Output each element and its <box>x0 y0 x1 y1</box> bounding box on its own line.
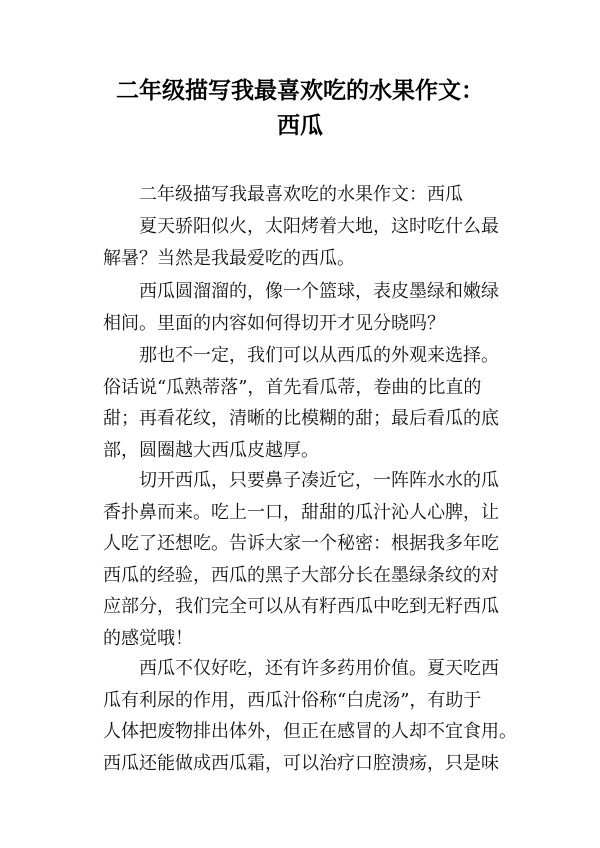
paragraph-1 <box>103 211 503 274</box>
paragraph-line: 夏天骄阳似火，太阳烤着大地，这时吃什么最 <box>139 216 499 237</box>
paragraph-line: 瓜有利尿的作用，西瓜汁俗称“白虎汤”，有助于 <box>103 689 482 711</box>
document-title-line-1: 二年级描写我最喜欢吃的水果作文： <box>116 78 484 104</box>
paragraph-line: 西瓜还能做成西瓜霜，可以治疗口腔溃疡，只是味 <box>103 752 499 774</box>
paragraph-line: 的感觉哦！ <box>103 627 193 649</box>
paragraph-3 <box>103 340 503 466</box>
paragraph-line: 那也不一定，我们可以从西瓜的外观来选择。 <box>139 345 499 366</box>
paragraph-5 <box>103 653 517 779</box>
paragraph-line: 俗话说“瓜熟蒂落”，首先看瓜蒂，卷曲的比直的 <box>103 376 482 398</box>
paragraph-line: 西瓜不仅好吃，还有许多药用价值。夏天吃西 <box>139 658 499 679</box>
document-title-line-2: 西瓜 <box>277 113 323 139</box>
paragraph-line: 部，圆圈越大西瓜皮越厚。 <box>103 439 319 461</box>
paragraph-subtitle <box>103 179 503 211</box>
paragraph-line: 相间。里面的内容如何得切开才见分晓吗？ <box>103 312 445 334</box>
paragraph-line: 二年级描写我最喜欢吃的水果作文：西瓜 <box>139 184 463 205</box>
paragraph-line: 人体把废物排出体外，但正在感冒的人却不宜食用。 <box>103 721 517 742</box>
paragraph-line: 香扑鼻而来。吃上一口，甜甜的瓜汁沁人心脾，让 <box>103 501 499 523</box>
paragraph-line: 应部分，我们完全可以从有籽西瓜中吃到无籽西瓜 <box>103 596 499 617</box>
paragraph-2 <box>103 276 503 339</box>
paragraph-line: 切开西瓜，只要鼻子凑近它，一阵阵水水的瓜 <box>139 470 499 491</box>
paragraph-line: 解暑？当然是我最爱吃的西瓜。 <box>103 247 355 269</box>
paragraph-line: 人吃了还想吃。告诉大家一个秘密：根据我多年吃 <box>103 533 499 554</box>
paragraph-line: 西瓜的经验，西瓜的黑子大部分长在墨绿条纹的对 <box>103 564 499 586</box>
paragraph-4 <box>103 465 503 654</box>
paragraph-line: 甜；再看花纹，清晰的比模糊的甜；最后看瓜的底 <box>103 408 499 429</box>
paragraph-line: 西瓜圆溜溜的，像一个篮球，表皮墨绿和嫩绿 <box>139 281 499 302</box>
